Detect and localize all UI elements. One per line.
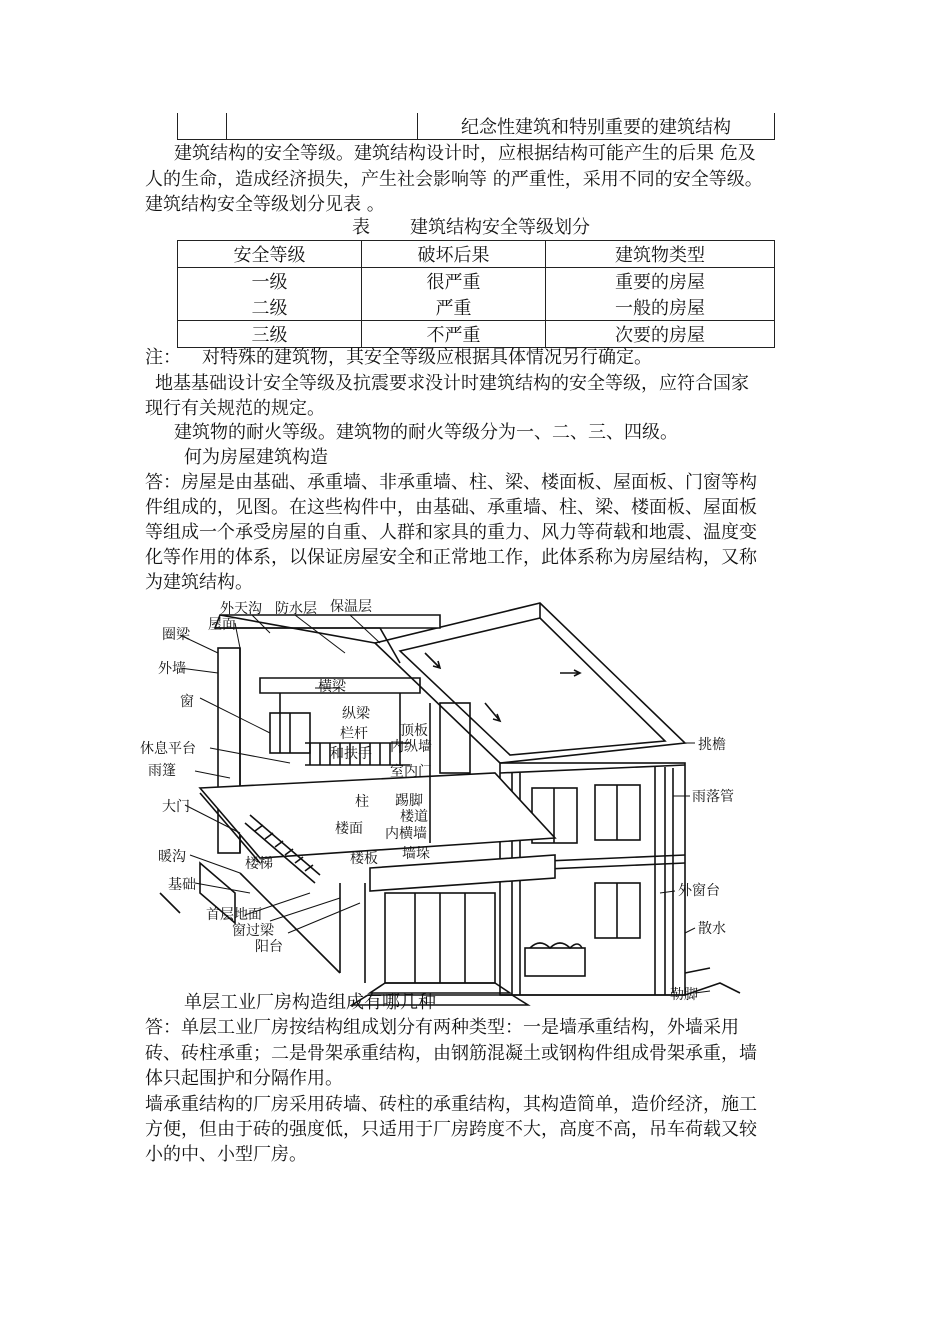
para4-line: 墙承重结构的厂房采用砖墙、砖柱的承重结构，其构造简单，造价经济，施工 [145,1094,757,1115]
label-langan: 栏杆 [340,726,368,742]
label-zongliang: 纵梁 [342,706,370,722]
para2-line: 地基基础设计安全等级及抗震要求没计时建筑结构的安全等级，应符合国家 [155,373,749,394]
note-label: 注： [145,347,181,368]
label-shouceng: 首层地面 [206,907,262,923]
label-neihengqiang: 内横墙 [385,826,427,842]
table-caption-title: 建筑结构安全等级划分 [410,217,590,238]
table-header-row [178,241,775,268]
table-header: 建筑物类型 [546,241,775,268]
label-shineimen: 室内门 [390,764,432,780]
label-waitiangou: 外天沟 [220,601,262,617]
label-yangtai: 阳台 [255,939,283,955]
table-cell: 二级 [178,294,362,321]
top-table-cell: 纪念性建筑和特别重要的建筑结构 [418,113,775,140]
answer-line: 答：房屋是由基础、承重墙、非承重墙、柱、梁、楼面板、屋面板、门窗等构 [145,472,757,493]
table-cell: 很严重 [362,268,546,295]
table-cell: 三级 [178,321,362,348]
empty-cell [227,113,418,140]
table-cell: 次要的房屋 [546,321,775,348]
label-louban: 楼板 [350,851,378,867]
answer-line: 等组成一个承受房屋的自重、人群和家具的重力、风力等荷载和地震、温度变 [145,522,757,543]
table-cell: 一级 [178,268,362,295]
label-chuang: 窗 [180,694,194,710]
label-loudao: 楼道 [400,809,428,825]
label-baowenceng: 保温层 [330,599,372,615]
building-construction-figure [140,593,830,1033]
table-cell: 不严重 [362,321,546,348]
answer-line: 化等作用的体系，以保证房屋安全和正常地工作，此体系称为房屋结构，又称 [145,547,757,568]
note-text: 对特殊的建筑物，其安全等级应根据具体情况另行确定。 [202,347,652,368]
label-xiuxipingtai: 休息平台 [140,741,196,757]
label-tijiao: 踢脚 [395,793,423,809]
para1-line: 建筑结构的安全等级。建筑结构设计时，应根据结构可能产生的后果 危及 [174,143,756,164]
question-heading: 单层工业厂房构造组成有哪几种 [184,992,436,1013]
label-wumian: 屋面 [208,617,236,633]
label-waichuangtai: 外窗台 [678,883,720,899]
label-quanliang: 圈梁 [162,627,190,643]
table-cell: 严重 [362,294,546,321]
para1-line: 人的生命，造成经济损失，产生社会影响等 的严重性，采用不同的安全等级。 [145,169,763,190]
answer-line: 为建筑结构。 [145,572,253,593]
top-table-fragment [177,113,775,140]
table-row [178,294,775,321]
label-tiaoyan: 挑檐 [698,737,726,753]
label-damen: 大门 [162,799,190,815]
label-waiqiang: 外墙 [158,661,186,677]
table-caption-label: 表 [352,217,370,238]
empty-cell [178,113,227,140]
para3: 建筑物的耐火等级。建筑物的耐火等级分为一、二、三、四级。 [174,422,678,443]
answer-line: 砖、砖柱承重；二是骨架承重结构，由钢筋混凝土或钢构件组成骨架承重，墙 [145,1043,757,1064]
label-yupeng: 雨篷 [148,763,176,779]
label-lejiao: 勒脚 [670,987,698,1003]
building-drawing [140,593,830,1033]
label-sanshui: 散水 [698,921,726,937]
question-heading: 何为房屋建筑构造 [184,447,328,468]
para2-line: 现行有关规范的规定。 [145,398,325,419]
label-dingban: 顶板 [400,723,428,739]
label-hengliang: 横梁 [318,679,346,695]
label-chuangguoliang: 窗过梁 [232,923,274,939]
safety-grade-table [177,240,775,348]
label-louti: 楼梯 [245,856,273,872]
label-jichu: 基础 [168,877,196,893]
para4-line: 小的中、小型厂房。 [145,1144,307,1165]
label-fangshuiceng: 防水层 [275,601,317,617]
answer-line: 件组成的，见图。在这些构件中，由基础、承重墙、柱、梁、楼面板、屋面板 [145,497,757,518]
table-cell: 一般的房屋 [546,294,775,321]
label-loumian: 楼面 [335,821,363,837]
label-yuluoguan: 雨落管 [692,789,734,805]
para4-line: 方便，但由于砖的强度低，只适用于厂房跨度不大，高度不高，吊车荷载又较 [145,1119,757,1140]
label-hefushou: 和扶手 [330,746,372,762]
label-zhu: 柱 [355,794,369,810]
label-qiangduo: 墙垛 [402,846,430,862]
table-header: 破坏后果 [362,241,546,268]
table-cell: 重要的房屋 [546,268,775,295]
answer-line: 体只起围护和分隔作用。 [145,1068,343,1089]
table-row [178,268,775,295]
table-header: 安全等级 [178,241,362,268]
answer-line: 答：单层工业厂房按结构组成划分有两种类型：一是墙承重结构，外墙采用 [145,1017,739,1038]
label-neizongqiang: 内纵墙 [390,739,432,755]
para1-line: 建筑结构安全等级划分见表 。 [145,194,385,215]
table-row [178,321,775,348]
label-nuangou: 暖沟 [158,849,186,865]
